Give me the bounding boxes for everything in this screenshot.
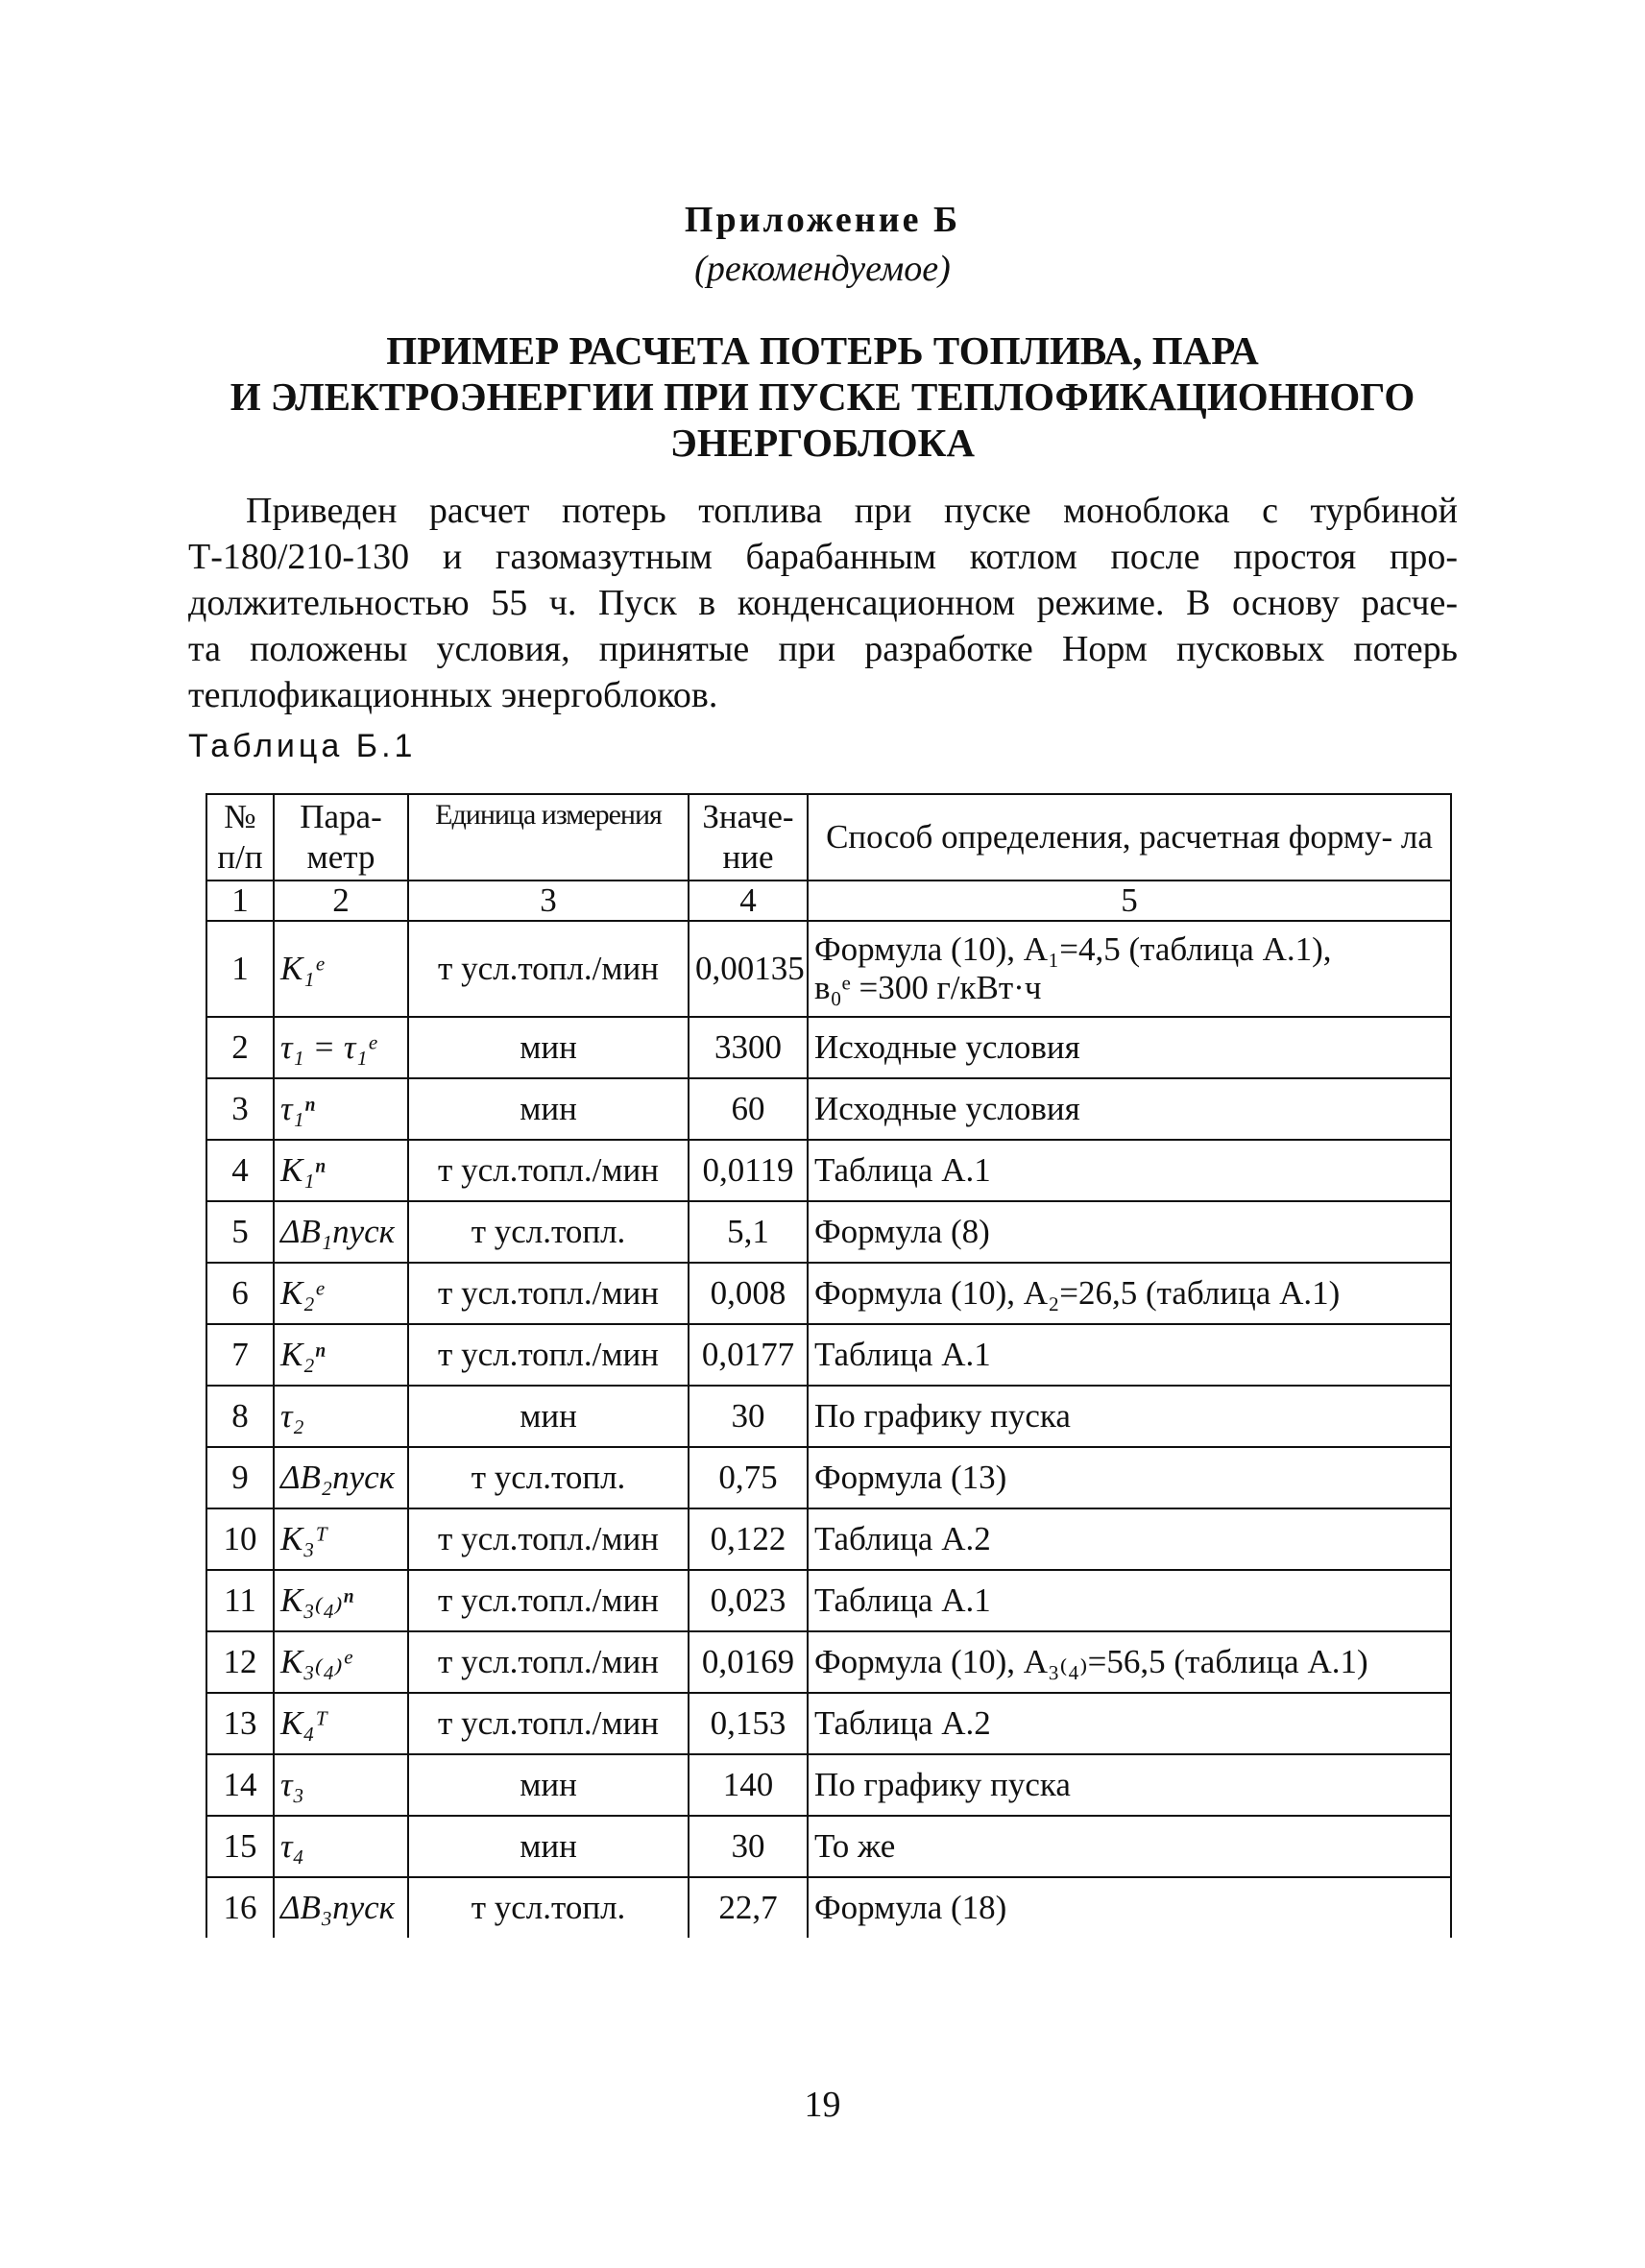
row-value: 140 — [689, 1754, 808, 1816]
table-row — [206, 921, 1451, 1017]
row-number: 6 — [206, 1263, 274, 1324]
title-line: И ЭЛЕКТРОЭНЕРГИИ ПРИ ПУСКЕ ТЕПЛОФИКАЦИОННОГО — [230, 374, 1415, 419]
page-number: 19 — [804, 2085, 841, 2125]
header-unit: Единица измерения — [408, 794, 689, 881]
row-value: 0,00135 — [689, 921, 808, 1017]
row-number: 3 — [206, 1078, 274, 1140]
column-number: 2 — [274, 881, 408, 921]
row-unit: мин — [408, 1386, 689, 1447]
row-unit: т усл.топл./мин — [408, 921, 689, 1017]
paragraph-line: та положены условия, принятые при разработке Норм пусковых потерь — [188, 629, 1458, 669]
row-method-line: в₀ᵉ =300 г/кВт·ч — [814, 969, 1042, 1006]
row-param: K₃ᵀ — [274, 1508, 408, 1570]
row-value: 3300 — [689, 1017, 808, 1078]
row-number: 9 — [206, 1447, 274, 1508]
row-method — [808, 921, 1451, 1017]
row-value: 0,023 — [689, 1570, 808, 1631]
row-method: Формула (18) — [808, 1877, 1451, 1938]
title-line: ПРИМЕР РАСЧЕТА ПОТЕРЬ ТОПЛИВА, ПАРА — [386, 328, 1259, 373]
appendix-status: (рекомендуемое) — [694, 249, 951, 289]
row-param: K₃₍₄₎ⁿ — [274, 1570, 408, 1631]
row-method: То же — [808, 1816, 1451, 1877]
row-unit: т усл.топл./мин — [408, 1570, 689, 1631]
row-number: 15 — [206, 1816, 274, 1877]
row-number: 1 — [206, 921, 274, 1017]
table-row — [206, 1263, 1451, 1324]
row-unit: мин — [408, 1078, 689, 1140]
column-number: 4 — [689, 881, 808, 921]
row-method: Таблица А.2 — [808, 1693, 1451, 1754]
paragraph-line: теплофикационных энергоблоков. — [188, 675, 718, 715]
row-param: τ₄ — [274, 1816, 408, 1877]
row-unit: т усл.топл./мин — [408, 1324, 689, 1386]
table-row — [206, 1324, 1451, 1386]
row-param: ΔB₂пуск — [274, 1447, 408, 1508]
row-param: τ₁ⁿ — [274, 1078, 408, 1140]
row-number: 16 — [206, 1877, 274, 1938]
table-header-row — [206, 794, 1451, 881]
row-unit: т усл.топл./мин — [408, 1140, 689, 1201]
row-unit: т усл.топл. — [408, 1447, 689, 1508]
title-line: ЭНЕРГОБЛОКА — [670, 421, 975, 465]
row-number: 5 — [206, 1201, 274, 1263]
header-value: Значе- ние — [689, 794, 808, 881]
row-value: 0,0119 — [689, 1140, 808, 1201]
row-number: 8 — [206, 1386, 274, 1447]
paragraph-line: Приведен расчет потерь топлива при пуске моноблока с турбиной — [246, 491, 1458, 531]
row-number: 2 — [206, 1017, 274, 1078]
table-row — [206, 1754, 1451, 1816]
row-value: 30 — [689, 1816, 808, 1877]
row-method: По графику пуска — [808, 1386, 1451, 1447]
paragraph-line: Т-180/210-130 и газомазутным барабанным котлом после простоя про- — [188, 537, 1458, 577]
table-row — [206, 1201, 1451, 1263]
row-param: K₁ⁿ — [274, 1140, 408, 1201]
row-unit: мин — [408, 1754, 689, 1816]
row-method: Исходные условия — [808, 1078, 1451, 1140]
row-unit: т усл.топл./мин — [408, 1263, 689, 1324]
row-unit: т усл.топл. — [408, 1201, 689, 1263]
row-method: Исходные условия — [808, 1017, 1451, 1078]
row-method: Таблица А.1 — [808, 1324, 1451, 1386]
column-number-row — [206, 881, 1451, 921]
table-row — [206, 1631, 1451, 1693]
row-param: K₂ⁿ — [274, 1324, 408, 1386]
row-param: τ₁ = τ₁ᵉ — [274, 1017, 408, 1078]
row-value: 0,0177 — [689, 1324, 808, 1386]
row-number: 10 — [206, 1508, 274, 1570]
header-no: № п/п — [206, 794, 274, 881]
row-unit: т усл.топл./мин — [408, 1508, 689, 1570]
row-param: K₃₍₄₎ᵉ — [274, 1631, 408, 1693]
row-method: Таблица А.2 — [808, 1508, 1451, 1570]
row-value: 30 — [689, 1386, 808, 1447]
document-title — [192, 327, 1453, 466]
row-value: 60 — [689, 1078, 808, 1140]
row-unit: мин — [408, 1816, 689, 1877]
row-method: Формула (13) — [808, 1447, 1451, 1508]
table-row — [206, 1447, 1451, 1508]
row-unit: мин — [408, 1017, 689, 1078]
row-number: 14 — [206, 1754, 274, 1816]
row-method: Формула (10), A₃₍₄₎=56,5 (таблица А.1) — [808, 1631, 1451, 1693]
row-method-line: Формула (10), A₁=4,5 (таблица А.1), — [814, 930, 1332, 968]
header-method: Способ определения, расчетная форму- ла — [808, 794, 1451, 881]
row-unit: т усл.топл. — [408, 1877, 689, 1938]
row-param: τ₃ — [274, 1754, 408, 1816]
paragraph-line: должительностью 55 ч. Пуск в конденсационном режиме. В основу расче- — [188, 583, 1458, 623]
row-method: Формула (8) — [808, 1201, 1451, 1263]
row-method: Таблица А.1 — [808, 1570, 1451, 1631]
table-row — [206, 1140, 1451, 1201]
row-method: Таблица А.1 — [808, 1140, 1451, 1201]
row-method: Формула (10), A₂=26,5 (таблица А.1) — [808, 1263, 1451, 1324]
row-param: ΔB₁пуск — [274, 1201, 408, 1263]
table-row — [206, 1877, 1451, 1938]
table-row — [206, 1693, 1451, 1754]
table-row — [206, 1570, 1451, 1631]
column-number: 1 — [206, 881, 274, 921]
row-number: 12 — [206, 1631, 274, 1693]
table-row — [206, 1017, 1451, 1078]
row-value: 0,122 — [689, 1508, 808, 1570]
row-number: 11 — [206, 1570, 274, 1631]
row-param: K₂ᵉ — [274, 1263, 408, 1324]
column-number: 3 — [408, 881, 689, 921]
loss-calculation-table — [206, 793, 1452, 1938]
intro-paragraph — [188, 488, 1458, 718]
table-row — [206, 1078, 1451, 1140]
table-caption: Таблица Б.1 — [188, 728, 417, 764]
header-param: Пара- метр — [274, 794, 408, 881]
row-value: 22,7 — [689, 1877, 808, 1938]
table-row — [206, 1816, 1451, 1877]
appendix-label: Приложение Б — [684, 200, 961, 240]
table-row — [206, 1508, 1451, 1570]
row-number: 7 — [206, 1324, 274, 1386]
row-value: 5,1 — [689, 1201, 808, 1263]
row-value: 0,75 — [689, 1447, 808, 1508]
row-number: 4 — [206, 1140, 274, 1201]
row-param: τ₂ — [274, 1386, 408, 1447]
row-value: 0,008 — [689, 1263, 808, 1324]
row-param: K₁ᵉ — [274, 921, 408, 1017]
row-value: 0,0169 — [689, 1631, 808, 1693]
row-param: K₄ᵀ — [274, 1693, 408, 1754]
row-method: По графику пуска — [808, 1754, 1451, 1816]
table-row — [206, 1386, 1451, 1447]
row-value: 0,153 — [689, 1693, 808, 1754]
row-number: 13 — [206, 1693, 274, 1754]
row-unit: т усл.топл./мин — [408, 1693, 689, 1754]
column-number: 5 — [808, 881, 1451, 921]
row-unit: т усл.топл./мин — [408, 1631, 689, 1693]
row-param: ΔB₃пуск — [274, 1877, 408, 1938]
